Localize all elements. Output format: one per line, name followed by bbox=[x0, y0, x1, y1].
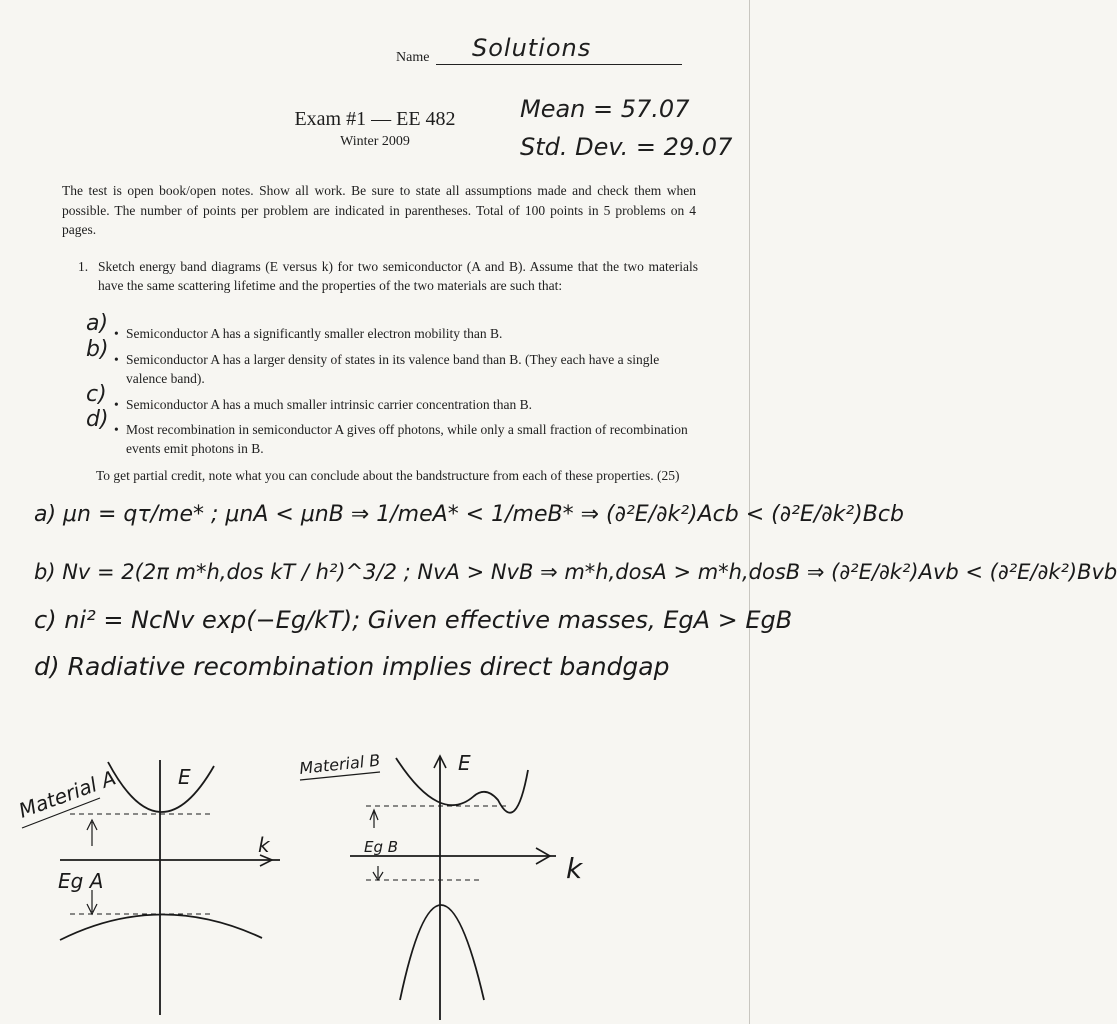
instructions: The test is open book/open notes. Show all work. Be sure to state all assumptions made and check them when possible. The number of points per problem are indicated in parentheses. Total of 100 points in 5 problems on 4 pages. bbox=[62, 183, 696, 237]
bullet-dot: • bbox=[114, 326, 119, 341]
bullet-mark: d) bbox=[86, 407, 109, 432]
bullet-dot: • bbox=[114, 397, 119, 412]
exam-title: Exam #1 — EE 482 bbox=[294, 108, 456, 130]
answer-d: d) Radiative recombination implies direct bandgap bbox=[34, 652, 670, 681]
name-field bbox=[396, 34, 686, 70]
valence-band bbox=[400, 905, 484, 1000]
name-underline bbox=[436, 64, 682, 65]
partial-credit-note: To get partial credit, note what you can conclude about the bandstructure from each of these properties. (25) bbox=[96, 468, 680, 483]
bullet-mark: c) bbox=[86, 382, 107, 407]
bullet-mark: a) bbox=[86, 311, 109, 336]
bullet-text: Semiconductor A has a larger density of states in its valence band than B. (They each have a single valence band). bbox=[126, 352, 660, 386]
bullet-text: Most recombination in semiconductor A gives off photons, while only a small fraction of recombination events emit photons in B. bbox=[126, 422, 688, 456]
diagram-a-title: Material A bbox=[15, 765, 119, 823]
valence-band bbox=[60, 914, 262, 940]
score-stats bbox=[520, 90, 732, 166]
k-label: k bbox=[566, 852, 583, 885]
title-block bbox=[240, 108, 510, 150]
bullet-mark: b) bbox=[86, 337, 109, 362]
bullet-text: Semiconductor A has a much smaller intrinsic carrier concentration than B. bbox=[126, 397, 533, 412]
bullet-b bbox=[86, 337, 696, 388]
name-value: Solutions bbox=[472, 34, 592, 62]
answer-c: c) ni² = NcNv exp(−Eg/kT); Given effective masses, EgA > EgB bbox=[34, 606, 793, 634]
bullet-a bbox=[86, 311, 696, 343]
energy-label: E bbox=[458, 751, 471, 775]
bullet-dot: • bbox=[114, 352, 119, 367]
gap-label: Eg B bbox=[364, 838, 399, 856]
diagram-b-title: Material B bbox=[298, 750, 382, 778]
answer-a: a) μn = qτ/me* ; μnA < μnB ⇒ 1/meA* < 1/meB* ⇒ (∂²E/∂k²)Acb < (∂²E/∂k²)Bcb bbox=[34, 502, 904, 527]
mean-score: Mean = 57.07 bbox=[520, 95, 690, 123]
answer-b: b) Nv = 2(2π m*h,dos kT / h²)^3/2 ; NvA > NvB ⇒ m*h,dosA > m*h,dosB ⇒ (∂²E/∂k²)Avb < (∂²E/∂k²)Bvb bbox=[34, 560, 1117, 584]
conduction-band bbox=[108, 762, 214, 812]
problem-stem: Sketch energy band diagrams (E versus k) for two semiconductor (A and B). Assume that the two materials have the same scattering lifetime and the properties of the two materials are such that: bbox=[98, 259, 698, 293]
std-dev-score: Std. Dev. = 29.07 bbox=[520, 133, 733, 161]
band-diagrams bbox=[0, 700, 768, 1024]
problem-number: 1. bbox=[78, 259, 89, 274]
diagram-material-a bbox=[16, 760, 280, 1015]
name-label: Name bbox=[396, 50, 430, 65]
energy-label: E bbox=[178, 765, 191, 789]
problem-1 bbox=[78, 257, 698, 295]
diagram-material-b bbox=[298, 751, 584, 1020]
k-label: k bbox=[258, 833, 270, 857]
bullet-d bbox=[86, 407, 696, 458]
exam-term: Winter 2009 bbox=[340, 134, 410, 149]
bullet-dot: • bbox=[114, 422, 119, 437]
bullet-c bbox=[86, 382, 696, 414]
gap-label: Eg A bbox=[58, 869, 104, 893]
bullet-text: Semiconductor A has a significantly smaller electron mobility than B. bbox=[126, 326, 503, 341]
